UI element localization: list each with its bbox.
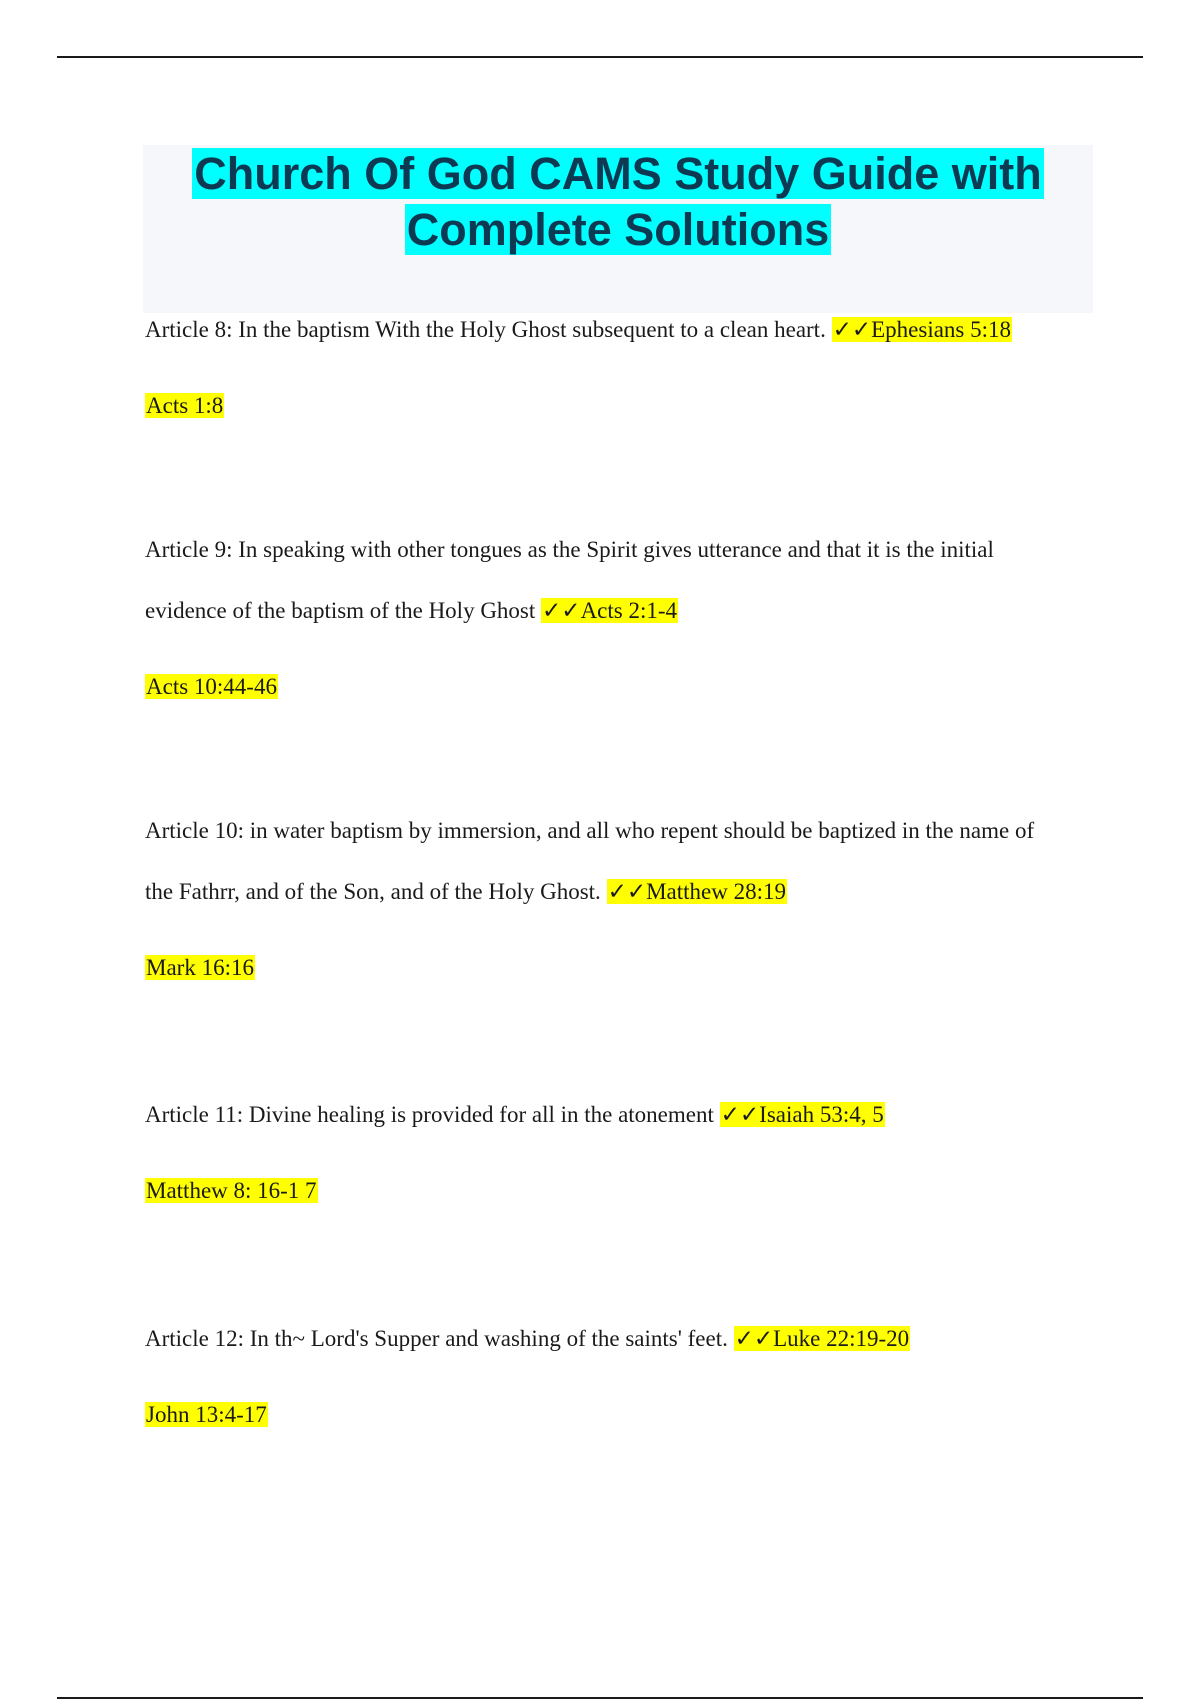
- article-12-answer: ✓✓Luke 22:19-20: [734, 1326, 910, 1351]
- page-title: [143, 146, 1093, 258]
- article-10-line-2: the Fathrr, and of the Son, and of the Holy Ghost. ✓✓Matthew 28:19: [145, 879, 787, 904]
- article-10-answer: ✓✓Matthew 28:19: [607, 879, 787, 904]
- article-9-line-1: Article 9: In speaking with other tongues as the Spirit gives utterance and that it is the initial: [145, 537, 994, 562]
- article-10-line-1: Article 10: in water baptism by immersion, and all who repent should be baptized in the name of: [145, 818, 1035, 843]
- article-11-answer: ✓✓Isaiah 53:4, 5: [720, 1102, 884, 1127]
- article-12-line-1: Article 12: In th~ Lord's Supper and washing of the saints' feet. ✓✓Luke 22:19-20: [145, 1326, 910, 1351]
- article-8-answer-2: Acts 1:8: [146, 393, 224, 418]
- article-8-line-1: Article 8: In the baptism With the Holy Ghost subsequent to a clean heart. ✓✓Ephesians 5:18: [145, 317, 1012, 342]
- article-12-answer-2: John 13:4-17: [146, 1402, 267, 1427]
- article-8-answer: ✓✓Ephesians 5:18: [832, 317, 1012, 342]
- article-10-answer-2: Mark 16:16: [146, 955, 254, 980]
- article-11-answer-2: Matthew 8: 16-1 7: [146, 1178, 317, 1203]
- bottom-rule: [57, 1697, 1143, 1699]
- article-9-answer: ✓✓Acts 2:1-4: [542, 598, 678, 623]
- article-9-answer-2: Acts 10:44-46: [146, 674, 277, 699]
- title-line-1: Church Of God CAMS Study Guide with: [194, 148, 1042, 199]
- title-line-2: Complete Solutions: [406, 204, 830, 255]
- top-rule: [57, 56, 1143, 58]
- article-11-line-1: Article 11: Divine healing is provided for all in the atonement ✓✓Isaiah 53:4, 5: [145, 1102, 884, 1127]
- article-9-line-2: evidence of the baptism of the Holy Ghost ✓✓Acts 2:1-4: [145, 598, 678, 623]
